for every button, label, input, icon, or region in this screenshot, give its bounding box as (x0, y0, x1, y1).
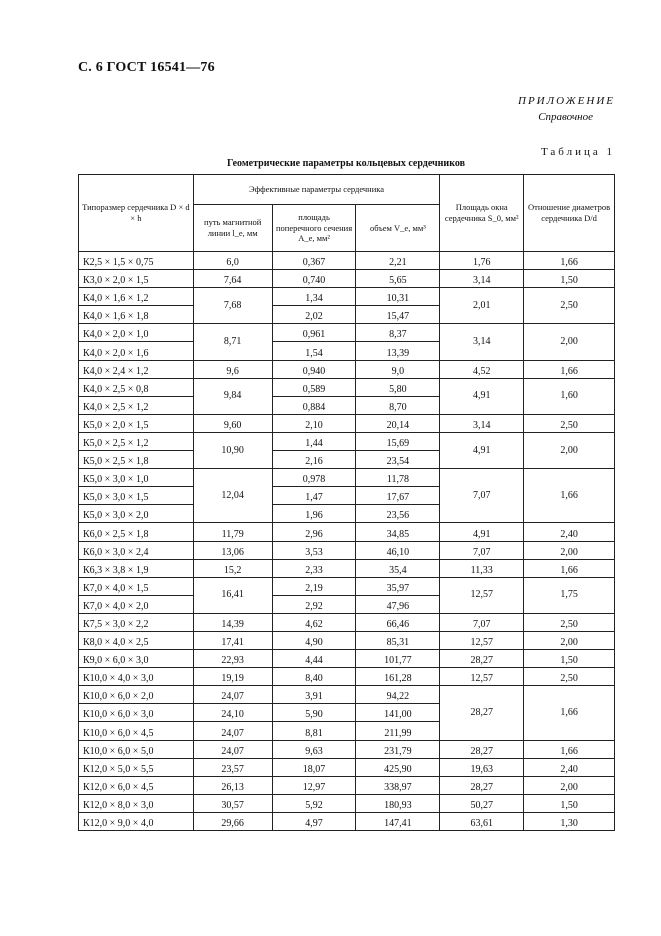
cell-path: 15,2 (193, 559, 272, 577)
col-window-header: Площадь окна сердечника S_0, мм² (440, 175, 524, 252)
cell-size: К12,0 × 5,0 × 5,5 (79, 758, 194, 776)
table-body (79, 252, 615, 831)
cell-volume: 10,31 (356, 288, 440, 306)
cell-size: К4,0 × 2,5 × 0,8 (79, 378, 194, 396)
cell-size: К8,0 × 4,0 × 2,5 (79, 631, 194, 649)
cell-area: 0,740 (272, 270, 356, 288)
table-row (79, 360, 615, 378)
cell-path: 24,07 (193, 722, 272, 740)
cell-size: К4,0 × 2,0 × 1,0 (79, 324, 194, 342)
table-row (79, 740, 615, 758)
cell-path: 22,93 (193, 650, 272, 668)
cell-volume: 8,37 (356, 324, 440, 342)
cell-window: 1,76 (440, 252, 524, 270)
cell-area: 3,91 (272, 686, 356, 704)
table-row (79, 613, 615, 631)
cell-ratio: 1,66 (524, 740, 615, 758)
cell-window: 7,07 (440, 613, 524, 631)
cell-volume: 211,99 (356, 722, 440, 740)
cell-ratio: 2,40 (524, 523, 615, 541)
cell-volume: 23,54 (356, 451, 440, 469)
cell-window: 12,57 (440, 577, 524, 613)
cell-window: 4,91 (440, 523, 524, 541)
cell-volume: 66,46 (356, 613, 440, 631)
cell-volume: 20,14 (356, 414, 440, 432)
cell-window: 4,91 (440, 432, 524, 468)
cell-path: 11,79 (193, 523, 272, 541)
cell-area: 2,02 (272, 306, 356, 324)
cell-window: 3,14 (440, 270, 524, 288)
table-row (79, 776, 615, 794)
cell-volume: 5,80 (356, 378, 440, 396)
cell-path: 16,41 (193, 577, 272, 613)
table-row (79, 270, 615, 288)
cell-volume: 94,22 (356, 686, 440, 704)
col-size-header: Типоразмер сердечника D × d × h (79, 175, 194, 252)
cell-ratio: 2,50 (524, 668, 615, 686)
appendix-title: ПРИЛОЖЕНИЕ (518, 95, 615, 107)
cell-window: 12,57 (440, 668, 524, 686)
cell-size: К12,0 × 8,0 × 3,0 (79, 794, 194, 812)
cell-volume: 147,41 (356, 812, 440, 830)
cell-ratio: 1,50 (524, 270, 615, 288)
cell-ratio: 1,75 (524, 577, 615, 613)
table-row (79, 288, 615, 306)
table-row (79, 794, 615, 812)
cell-size: К4,0 × 2,0 × 1,6 (79, 342, 194, 360)
cell-ratio: 1,30 (524, 812, 615, 830)
cell-ratio: 1,50 (524, 794, 615, 812)
cell-ratio: 1,66 (524, 686, 615, 740)
cell-size: К5,0 × 2,5 × 1,8 (79, 451, 194, 469)
cell-area: 0,367 (272, 252, 356, 270)
cell-ratio: 2,00 (524, 324, 615, 360)
cell-path: 30,57 (193, 794, 272, 812)
cell-ratio: 1,66 (524, 559, 615, 577)
cell-volume: 8,70 (356, 396, 440, 414)
cell-size: К10,0 × 4,0 × 3,0 (79, 668, 194, 686)
cell-area: 18,07 (272, 758, 356, 776)
cell-size: К10,0 × 6,0 × 2,0 (79, 686, 194, 704)
table-row (79, 252, 615, 270)
cell-path: 24,10 (193, 704, 272, 722)
table-row (79, 559, 615, 577)
cell-ratio: 1,60 (524, 378, 615, 414)
cell-ratio: 1,66 (524, 469, 615, 523)
cell-volume: 17,67 (356, 487, 440, 505)
cell-area: 1,44 (272, 432, 356, 450)
cell-area: 4,62 (272, 613, 356, 631)
cell-area: 3,53 (272, 541, 356, 559)
cell-size: К4,0 × 1,6 × 1,2 (79, 288, 194, 306)
cell-area: 2,96 (272, 523, 356, 541)
cell-volume: 34,85 (356, 523, 440, 541)
cell-area: 1,54 (272, 342, 356, 360)
cell-size: К5,0 × 3,0 × 1,5 (79, 487, 194, 505)
table-row (79, 523, 615, 541)
table-row (79, 650, 615, 668)
cell-area: 1,34 (272, 288, 356, 306)
cell-area: 5,90 (272, 704, 356, 722)
cell-area: 9,63 (272, 740, 356, 758)
cell-ratio: 1,50 (524, 650, 615, 668)
cell-size: К5,0 × 3,0 × 1,0 (79, 469, 194, 487)
cell-size: К3,0 × 2,0 × 1,5 (79, 270, 194, 288)
table-row (79, 432, 615, 450)
cell-area: 0,884 (272, 396, 356, 414)
cell-area: 2,16 (272, 451, 356, 469)
cell-area: 0,978 (272, 469, 356, 487)
cell-path: 9,6 (193, 360, 272, 378)
table-row (79, 414, 615, 432)
cell-path: 19,19 (193, 668, 272, 686)
table-row (79, 686, 615, 704)
cell-volume: 180,93 (356, 794, 440, 812)
cell-volume: 35,97 (356, 577, 440, 595)
cell-size: К6,0 × 2,5 × 1,8 (79, 523, 194, 541)
cell-path: 17,41 (193, 631, 272, 649)
table-row (79, 758, 615, 776)
cell-area: 4,90 (272, 631, 356, 649)
cell-path: 14,39 (193, 613, 272, 631)
cell-area: 8,81 (272, 722, 356, 740)
cell-ratio: 1,66 (524, 252, 615, 270)
cell-area: 0,589 (272, 378, 356, 396)
cell-path: 23,57 (193, 758, 272, 776)
cell-ratio: 1,66 (524, 360, 615, 378)
table-row (79, 541, 615, 559)
cell-ratio: 2,50 (524, 613, 615, 631)
cell-ratio: 2,50 (524, 414, 615, 432)
cell-area: 5,92 (272, 794, 356, 812)
cell-path: 29,66 (193, 812, 272, 830)
cell-path: 12,04 (193, 469, 272, 523)
table-title: Геометрические параметры кольцевых сердечников (227, 158, 465, 169)
cell-size: К7,0 × 4,0 × 2,0 (79, 595, 194, 613)
cell-path: 9,60 (193, 414, 272, 432)
table-row (79, 577, 615, 595)
cell-size: К10,0 × 6,0 × 5,0 (79, 740, 194, 758)
cell-size: К9,0 × 6,0 × 3,0 (79, 650, 194, 668)
cell-volume: 23,56 (356, 505, 440, 523)
table-row (79, 469, 615, 487)
cell-ratio: 2,50 (524, 288, 615, 324)
cell-window: 11,33 (440, 559, 524, 577)
cell-window: 19,63 (440, 758, 524, 776)
cell-window: 28,27 (440, 776, 524, 794)
cell-volume: 46,10 (356, 541, 440, 559)
cell-path: 9,84 (193, 378, 272, 414)
cell-window: 4,91 (440, 378, 524, 414)
table-row (79, 324, 615, 342)
cell-area: 12,97 (272, 776, 356, 794)
cell-window: 3,14 (440, 414, 524, 432)
col-path-header: путь магнитной линии l_e, мм (193, 205, 272, 252)
cell-size: К4,0 × 1,6 × 1,8 (79, 306, 194, 324)
cell-size: К5,0 × 2,5 × 1,2 (79, 432, 194, 450)
table-row (79, 631, 615, 649)
cell-area: 1,96 (272, 505, 356, 523)
cell-size: К7,0 × 4,0 × 1,5 (79, 577, 194, 595)
table-row (79, 378, 615, 396)
page-header: С. 6 ГОСТ 16541—76 (78, 60, 215, 75)
cell-ratio: 2,00 (524, 776, 615, 794)
cell-area: 2,19 (272, 577, 356, 595)
cell-path: 6,0 (193, 252, 272, 270)
cell-area: 2,10 (272, 414, 356, 432)
cell-path: 26,13 (193, 776, 272, 794)
cell-area: 0,940 (272, 360, 356, 378)
cell-volume: 15,69 (356, 432, 440, 450)
cell-area: 2,92 (272, 595, 356, 613)
col-ratio-header: Отношение диаметров сердечника D/d (524, 175, 615, 252)
cell-path: 8,71 (193, 324, 272, 360)
cell-size: К10,0 × 6,0 × 4,5 (79, 722, 194, 740)
cell-size: К2,5 × 1,5 × 0,75 (79, 252, 194, 270)
cell-volume: 15,47 (356, 306, 440, 324)
cell-window: 4,52 (440, 360, 524, 378)
col-effective-group-header: Эффективные параметры сердечника (193, 175, 440, 205)
cell-area: 8,40 (272, 668, 356, 686)
cell-size: К6,0 × 3,0 × 2,4 (79, 541, 194, 559)
cell-path: 7,64 (193, 270, 272, 288)
cell-path: 7,68 (193, 288, 272, 324)
cell-window: 28,27 (440, 650, 524, 668)
cell-size: К7,5 × 3,0 × 2,2 (79, 613, 194, 631)
cell-size: К4,0 × 2,4 × 1,2 (79, 360, 194, 378)
cell-window: 63,61 (440, 812, 524, 830)
table-row (79, 668, 615, 686)
cell-ratio: 2,00 (524, 631, 615, 649)
appendix-subtitle: Справочное (538, 111, 593, 123)
cell-volume: 85,31 (356, 631, 440, 649)
cell-size: К5,0 × 3,0 × 2,0 (79, 505, 194, 523)
table-row (79, 812, 615, 830)
cell-area: 0,961 (272, 324, 356, 342)
cell-volume: 101,77 (356, 650, 440, 668)
cell-volume: 338,97 (356, 776, 440, 794)
cell-volume: 35,4 (356, 559, 440, 577)
cell-window: 12,57 (440, 631, 524, 649)
cell-area: 2,33 (272, 559, 356, 577)
cell-path: 13,06 (193, 541, 272, 559)
cell-window: 50,27 (440, 794, 524, 812)
cell-size: К4,0 × 2,5 × 1,2 (79, 396, 194, 414)
cell-volume: 9,0 (356, 360, 440, 378)
cell-size: К12,0 × 9,0 × 4,0 (79, 812, 194, 830)
cell-window: 7,07 (440, 541, 524, 559)
cell-area: 4,44 (272, 650, 356, 668)
table-number: Таблица 1 (540, 146, 615, 158)
cell-size: К6,3 × 3,8 × 1,9 (79, 559, 194, 577)
cell-volume: 231,79 (356, 740, 440, 758)
cell-size: К12,0 × 6,0 × 4,5 (79, 776, 194, 794)
cell-volume: 161,28 (356, 668, 440, 686)
cell-window: 28,27 (440, 686, 524, 740)
cell-area: 1,47 (272, 487, 356, 505)
cell-volume: 5,65 (356, 270, 440, 288)
cell-ratio: 2,00 (524, 432, 615, 468)
col-area-header: площадь поперечного сечения A_e, мм² (272, 205, 356, 252)
cell-window: 3,14 (440, 324, 524, 360)
cell-size: К5,0 × 2,0 × 1,5 (79, 414, 194, 432)
col-volume-header: объем V_e, мм³ (356, 205, 440, 252)
cell-path: 24,07 (193, 740, 272, 758)
cell-window: 2,01 (440, 288, 524, 324)
cell-volume: 2,21 (356, 252, 440, 270)
cell-window: 7,07 (440, 469, 524, 523)
core-parameters-table (78, 174, 615, 831)
cell-volume: 13,39 (356, 342, 440, 360)
cell-volume: 47,96 (356, 595, 440, 613)
appendix-label (518, 95, 615, 123)
cell-volume: 141,00 (356, 704, 440, 722)
cell-ratio: 2,40 (524, 758, 615, 776)
cell-window: 28,27 (440, 740, 524, 758)
cell-volume: 425,90 (356, 758, 440, 776)
cell-size: К10,0 × 6,0 × 3,0 (79, 704, 194, 722)
cell-ratio: 2,00 (524, 541, 615, 559)
cell-path: 24,07 (193, 686, 272, 704)
cell-area: 4,97 (272, 812, 356, 830)
cell-volume: 11,78 (356, 469, 440, 487)
cell-path: 10,90 (193, 432, 272, 468)
